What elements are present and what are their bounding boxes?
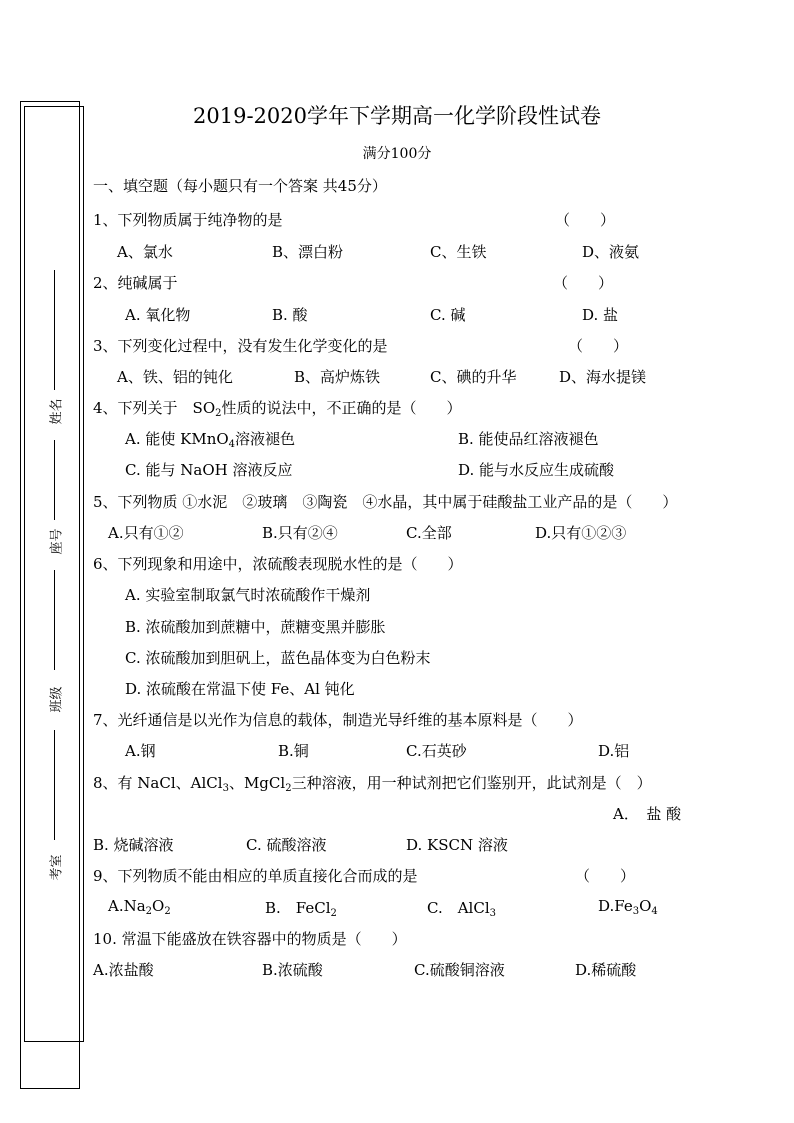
option: B、漂白粉 bbox=[272, 243, 344, 261]
option: C、碘的升华 bbox=[430, 368, 517, 386]
option: A. 能使 KMnO$_4$溶液褪色 bbox=[125, 430, 296, 450]
option: D.稀硫酸 bbox=[575, 961, 637, 979]
option: C. AlCl$_3$ bbox=[427, 899, 496, 919]
room-fill-line bbox=[54, 730, 55, 840]
option: A.浓盐酸 bbox=[93, 961, 154, 979]
label-seat: 座号 bbox=[49, 528, 65, 555]
option: B. 能使品红溶液褪色 bbox=[458, 430, 599, 448]
answer-paren-9: （ ） bbox=[575, 867, 636, 885]
question-7-stem: 7、光纤通信是以光作为信息的载体，制造光导纤维的基本原料是（ ） bbox=[93, 711, 583, 729]
label-room: 考室 bbox=[49, 854, 65, 881]
question-10-stem: 10. 常温下能盛放在铁容器中的物质是（ ） bbox=[93, 930, 407, 948]
question-3-stem: 3、下列变化过程中，没有发生化学变化的是 bbox=[93, 337, 388, 355]
option: D、液氨 bbox=[582, 243, 640, 261]
option: C.硫酸铜溶液 bbox=[414, 961, 505, 979]
option: C.全部 bbox=[406, 524, 452, 542]
question-8-stem: 8、有 NaCl、AlCl$_3$、MgCl$_2$三种溶液，用一种试剂把它们鉴别开，此试剂是（ ） bbox=[93, 774, 652, 794]
option: C. 能与 NaOH 溶液反应 bbox=[125, 461, 293, 479]
question-2-stem: 2、纯碱属于 bbox=[93, 274, 178, 292]
option: D. 能与水反应生成硫酸 bbox=[458, 461, 615, 479]
option: A.只有①② bbox=[108, 524, 184, 542]
exam-title: 2019-2020学年下学期高一化学阶段性试卷 bbox=[193, 104, 601, 128]
option: A. 实验室制取氯气时浓硫酸作干燥剂 bbox=[125, 586, 371, 604]
option: A、氯水 bbox=[117, 243, 173, 261]
name-fill-line bbox=[54, 270, 55, 390]
option: C.石英砂 bbox=[406, 742, 467, 760]
option: C. 硫酸溶液 bbox=[246, 836, 327, 854]
option: B.只有②④ bbox=[262, 524, 338, 542]
option: $D.Fe_3O_4$ bbox=[598, 897, 658, 917]
answer-paren-2: （ ） bbox=[553, 274, 614, 292]
option: D、海水提镁 bbox=[559, 368, 647, 386]
label-class: 班级 bbox=[49, 686, 65, 713]
option: B.浓硫酸 bbox=[262, 961, 323, 979]
option: $A.Na_2O_2$ bbox=[108, 897, 171, 917]
option: C. 浓硫酸加到胆矾上，蓝色晶体变为白色粉末 bbox=[125, 649, 431, 667]
option: C、生铁 bbox=[430, 243, 487, 261]
question-4-stem: 4、下列关于 $SO_2$性质的说法中，不正确的是（ ） bbox=[93, 399, 462, 419]
option: B. 浓硫酸加到蔗糖中，蔗糖变黑并膨胀 bbox=[125, 618, 386, 636]
option: B. FeCl$_2$ bbox=[265, 899, 337, 919]
option: D. 浓硫酸在常温下使 Fe、Al 钝化 bbox=[125, 680, 355, 698]
full-score: 满分100分 bbox=[362, 146, 432, 162]
class-fill-line bbox=[54, 570, 55, 670]
option: A.钢 bbox=[125, 742, 156, 760]
option: D. KSCN 溶液 bbox=[406, 836, 508, 854]
option: D. 盐 bbox=[582, 306, 619, 324]
question-9-stem: 9、下列物质不能由相应的单质直接化合而成的是 bbox=[93, 867, 418, 885]
section-heading: 一、填空题（每小题只有一个答案 共45分） bbox=[93, 177, 387, 195]
option: D.铝 bbox=[598, 742, 630, 760]
option: A、铁、铝的钝化 bbox=[117, 368, 233, 386]
option: D.只有①②③ bbox=[535, 524, 627, 542]
option: B、高炉炼铁 bbox=[294, 368, 381, 386]
option: A. 氧化物 bbox=[125, 306, 191, 324]
label-name: 姓名 bbox=[49, 398, 65, 425]
answer-paren-1: （ ） bbox=[555, 211, 616, 229]
answer-paren-3: （ ） bbox=[568, 337, 629, 355]
option: A． 盐 酸 bbox=[613, 805, 682, 823]
question-6-stem: 6、下列现象和用途中，浓硫酸表现脱水性的是（ ） bbox=[93, 555, 463, 573]
question-1-stem: 1、下列物质属于纯净物的是 bbox=[93, 211, 283, 229]
option: B. 烧碱溶液 bbox=[93, 836, 174, 854]
option: B.铜 bbox=[278, 742, 309, 760]
seat-fill-line bbox=[54, 440, 55, 520]
option: C. 碱 bbox=[430, 306, 466, 324]
option: B. 酸 bbox=[272, 306, 308, 324]
question-5-stem: 5、下列物质 ①水泥 ②玻璃 ③陶瓷 ④水晶，其中属于硅酸盐工业产品的是（ ） bbox=[93, 493, 678, 511]
